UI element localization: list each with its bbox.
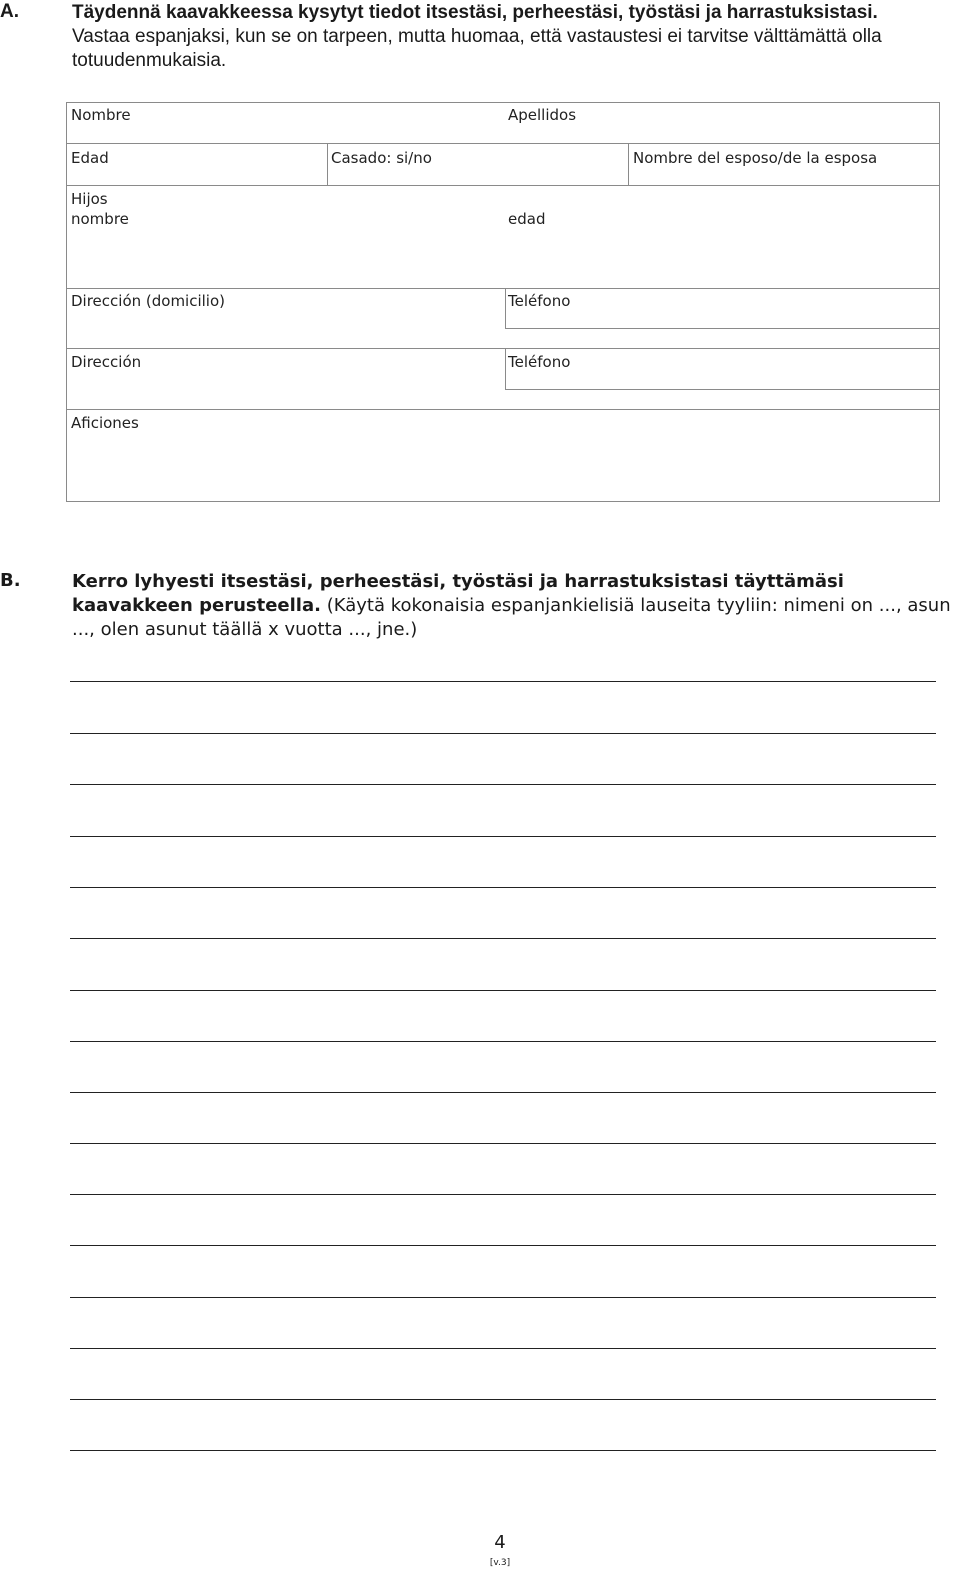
section-a-letter: A. <box>0 1 19 22</box>
label-direccion: Dirección <box>71 353 142 371</box>
label-apellidos: Apellidos <box>508 106 577 124</box>
personal-info-form <box>66 102 940 502</box>
writing-line[interactable] <box>70 681 936 682</box>
telefono-field-underline <box>505 328 939 329</box>
form-row-divider <box>67 409 939 410</box>
writing-line[interactable] <box>70 1450 936 1451</box>
section-a-heading: Täydennä kaavakkeessa kysytyt tiedot itsestäsi, perheestäsi, työstäsi ja harrastuksistasi. <box>72 2 878 23</box>
label-hijos: Hijos <box>71 190 108 208</box>
writing-line[interactable] <box>70 1297 936 1298</box>
writing-line[interactable] <box>70 938 936 939</box>
label-telefono-2: Teléfono <box>508 353 571 371</box>
writing-line[interactable] <box>70 1194 936 1195</box>
section-b-letter: B. <box>0 570 21 591</box>
label-nombre-esposo: Nombre del esposo/de la esposa <box>633 149 878 167</box>
writing-line[interactable] <box>70 1245 936 1246</box>
form-row-divider <box>67 185 939 186</box>
writing-line[interactable] <box>70 733 936 734</box>
writing-line[interactable] <box>70 1399 936 1400</box>
writing-line[interactable] <box>70 1143 936 1144</box>
label-hijos-edad: edad <box>508 210 546 228</box>
form-column-divider <box>505 348 506 389</box>
writing-line[interactable] <box>70 990 936 991</box>
form-row-divider <box>67 143 939 144</box>
section-a-text <box>72 1 952 73</box>
section-b-heading: Kerro lyhyesti itsestäsi, perheestäsi, työstäsi ja harrastuksistasi täyttämäsi kaavakkeen perusteella. <box>72 571 844 616</box>
telefono-field-underline <box>505 389 939 390</box>
section-b-instructions: (Käytä kokonaisia espanjankielisiä lauseita tyyliin: nimeni on ..., asun ..., olen asunut täällä x vuotta ..., jne.) <box>72 595 951 640</box>
label-nombre: Nombre <box>71 106 131 124</box>
writing-line[interactable] <box>70 1092 936 1093</box>
label-direccion-domicilio: Dirección (domicilio) <box>71 292 226 310</box>
writing-line[interactable] <box>70 1041 936 1042</box>
writing-line[interactable] <box>70 887 936 888</box>
label-hijos-nombre: nombre <box>71 210 129 228</box>
label-aficiones: Aficiones <box>71 414 139 432</box>
label-telefono-1: Teléfono <box>508 292 571 310</box>
section-b-text <box>72 570 952 642</box>
label-edad: Edad <box>71 149 109 167</box>
form-column-divider <box>628 143 629 185</box>
writing-line[interactable] <box>70 784 936 785</box>
page-number: 4 <box>494 1532 506 1553</box>
form-row-divider <box>67 348 939 349</box>
form-column-divider <box>505 288 506 328</box>
section-a-instructions: Vastaa espanjaksi, kun se on tarpeen, mutta huomaa, että vastaustesi ei tarvitse välttämättä olla totuudenmukaisia. <box>72 26 882 71</box>
writing-line[interactable] <box>70 836 936 837</box>
writing-line[interactable] <box>70 1348 936 1349</box>
label-casado: Casado: si/no <box>331 149 432 167</box>
form-column-divider <box>327 143 328 185</box>
form-row-divider <box>67 288 939 289</box>
version-label: [v.3] <box>489 1558 511 1568</box>
